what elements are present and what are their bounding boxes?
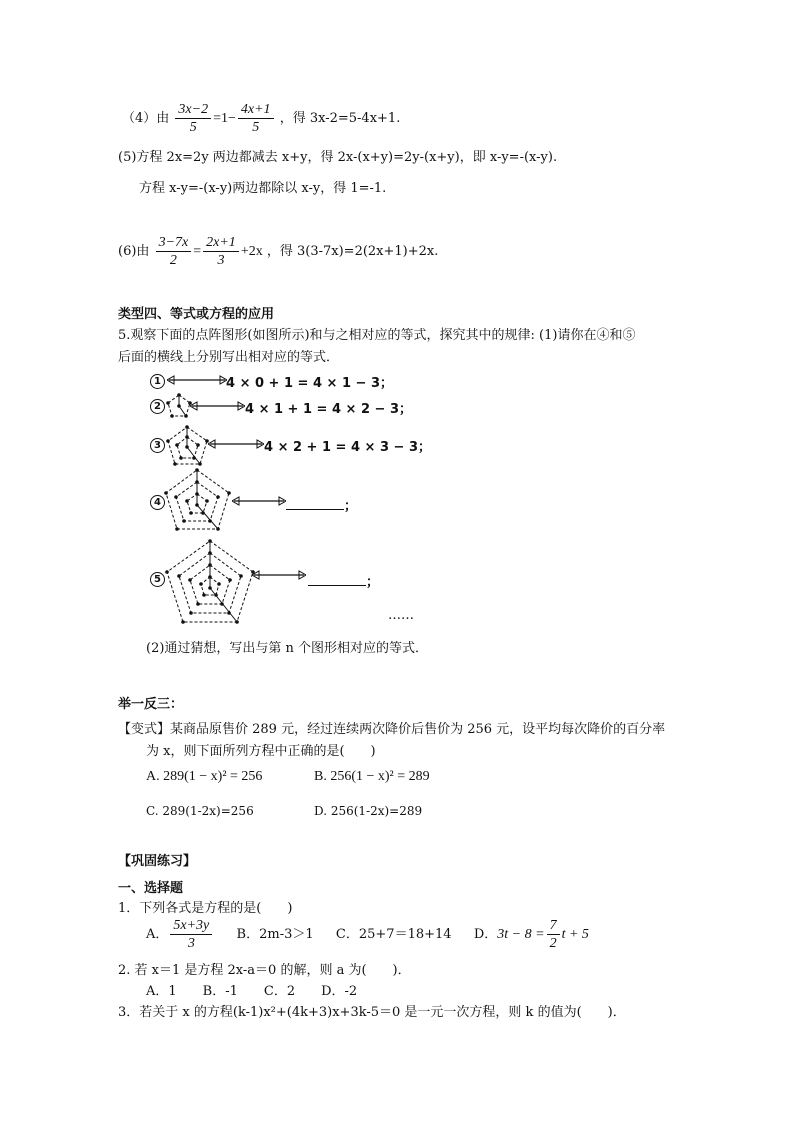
denominator: 5 — [252, 120, 260, 135]
practice-section: 一、选择题 — [118, 881, 184, 896]
numerator: 5x+3y — [170, 917, 212, 935]
figure-3-equation: 4 × 2 + 1 = 4 × 3 − 3； — [264, 440, 431, 455]
expression-tail: +2x — [240, 244, 263, 259]
q1-option-b: B．2m-3＞1 — [236, 927, 314, 942]
solution-4-label: （4）由 — [122, 111, 170, 126]
q1-option-c: C．25+7＝18+14 — [335, 927, 452, 942]
figure-5-marker: 5 — [150, 572, 165, 587]
variant-option-b: B. 256(1 − x)² = 289 — [314, 769, 430, 784]
solution-5-line1: (5)方程 2x=2y 两边都减去 x+y，得 2x-(x+y)=2y-(x+y)，即 x-y=-(x-y). — [118, 150, 558, 165]
q1-options — [146, 917, 589, 952]
variant-line2: 为 x，则下面所列方程中正确的是( ) — [146, 744, 376, 759]
figure-1-equation: 4 × 0 + 1 = 4 × 1 − 3； — [226, 376, 393, 391]
numerator: 7 — [547, 917, 560, 935]
question-2-options: A．1 B．-1 C．2 D．-2 — [146, 984, 358, 999]
problem-5-line2: 后面的横线上分别写出相对应的等式． — [118, 350, 340, 365]
semicolon: ； — [366, 575, 380, 590]
problem-5-line1: 5.观察下面的点阵图形(如图所示)和与之相对应的等式，探究其中的规律: (1)请你在④和⑤ — [118, 328, 636, 343]
dot-lattice-pentagon-5 — [163, 538, 257, 626]
numerator: 3−7x — [156, 234, 192, 252]
equals-sign: = — [193, 244, 202, 259]
figure-5-answer — [308, 571, 379, 590]
variant-option-c: C. 289(1-2x)=256 — [146, 804, 254, 818]
solution-4-result: ，得 3x-2=5-4x+1. — [279, 111, 401, 126]
arrow-4 — [232, 494, 286, 508]
problem-5-part2: (2)通过猜想，写出与第 n 个图形相对应的等式． — [146, 641, 429, 656]
numerator: 4x+1 — [238, 101, 274, 119]
variant-heading: 举一反三： — [118, 697, 184, 712]
dot-lattice-pentagon-4 — [163, 467, 233, 533]
denominator: 5 — [189, 120, 197, 135]
arrow-2 — [190, 399, 245, 413]
answer-blank[interactable] — [286, 497, 344, 510]
arrow-1 — [167, 373, 227, 387]
arrow-3 — [208, 437, 264, 451]
denominator: 3 — [187, 936, 195, 951]
numerator: 3x−2 — [175, 101, 211, 119]
solution-6-label: (6)由 — [118, 244, 150, 259]
numerator: 2x+1 — [203, 234, 239, 252]
semicolon: ； — [344, 499, 358, 514]
q1-option-a-label: A． — [146, 927, 169, 942]
q1-option-d-label: D． — [473, 927, 498, 942]
question-3: 3．若关于 x 的方程(k-1)x²+(4k+3)x+3k-5＝0 是一元一次方程，则 k 的值为( )． — [118, 1005, 626, 1020]
ellipsis: …… — [388, 608, 414, 623]
fraction — [238, 101, 274, 136]
denominator: 2 — [169, 253, 177, 268]
arrow-5 — [252, 568, 306, 582]
equals-sign: =1− — [213, 111, 236, 126]
section-heading: 类型四、等式或方程的应用 — [118, 307, 275, 322]
question-2: 2. 若 x＝1 是方程 2x-a＝0 的解，则 a 为( )． — [118, 963, 411, 978]
solution-6-result: ，得 3(3-7x)=2(2x+1)+2x. — [266, 244, 439, 259]
question-1: 1．下列各式是方程的是( ) — [118, 901, 293, 916]
q1-option-d-lhs: 3t − 8 = — [497, 927, 545, 942]
figure-4-marker: 4 — [150, 495, 165, 510]
fraction — [203, 234, 239, 269]
variant-line1: 【变式】某商品原售价 289 元，经过连续两次降价后售价为 256 元，设平均每次降价的百分率 — [118, 722, 666, 737]
denominator: 2 — [549, 936, 557, 951]
answer-blank[interactable] — [308, 573, 366, 586]
figure-2-marker: 2 — [150, 399, 165, 414]
practice-heading: 【巩固练习】 — [118, 854, 197, 869]
figure-1-marker: 1 — [150, 374, 165, 389]
figure-4-answer — [286, 495, 357, 514]
dot-lattice-pentagon-3 — [165, 425, 211, 467]
fraction — [156, 234, 192, 269]
figure-3-marker: 3 — [150, 438, 165, 453]
denominator: 3 — [217, 253, 225, 268]
figure-2-equation: 4 × 1 + 1 = 4 × 2 − 3； — [245, 402, 412, 417]
solution-6 — [118, 234, 438, 269]
fraction — [175, 101, 211, 136]
solution-4 — [122, 101, 400, 136]
fraction — [170, 917, 212, 952]
variant-option-a: A. 289(1 − x)² = 256 — [146, 769, 263, 784]
fraction — [547, 917, 560, 952]
q1-option-d-rhs: t + 5 — [561, 927, 589, 942]
solution-5-line2: 方程 x-y=-(x-y)两边都除以 x-y，得 1=-1. — [139, 181, 387, 196]
variant-option-d: D. 256(1-2x)=289 — [314, 804, 423, 818]
